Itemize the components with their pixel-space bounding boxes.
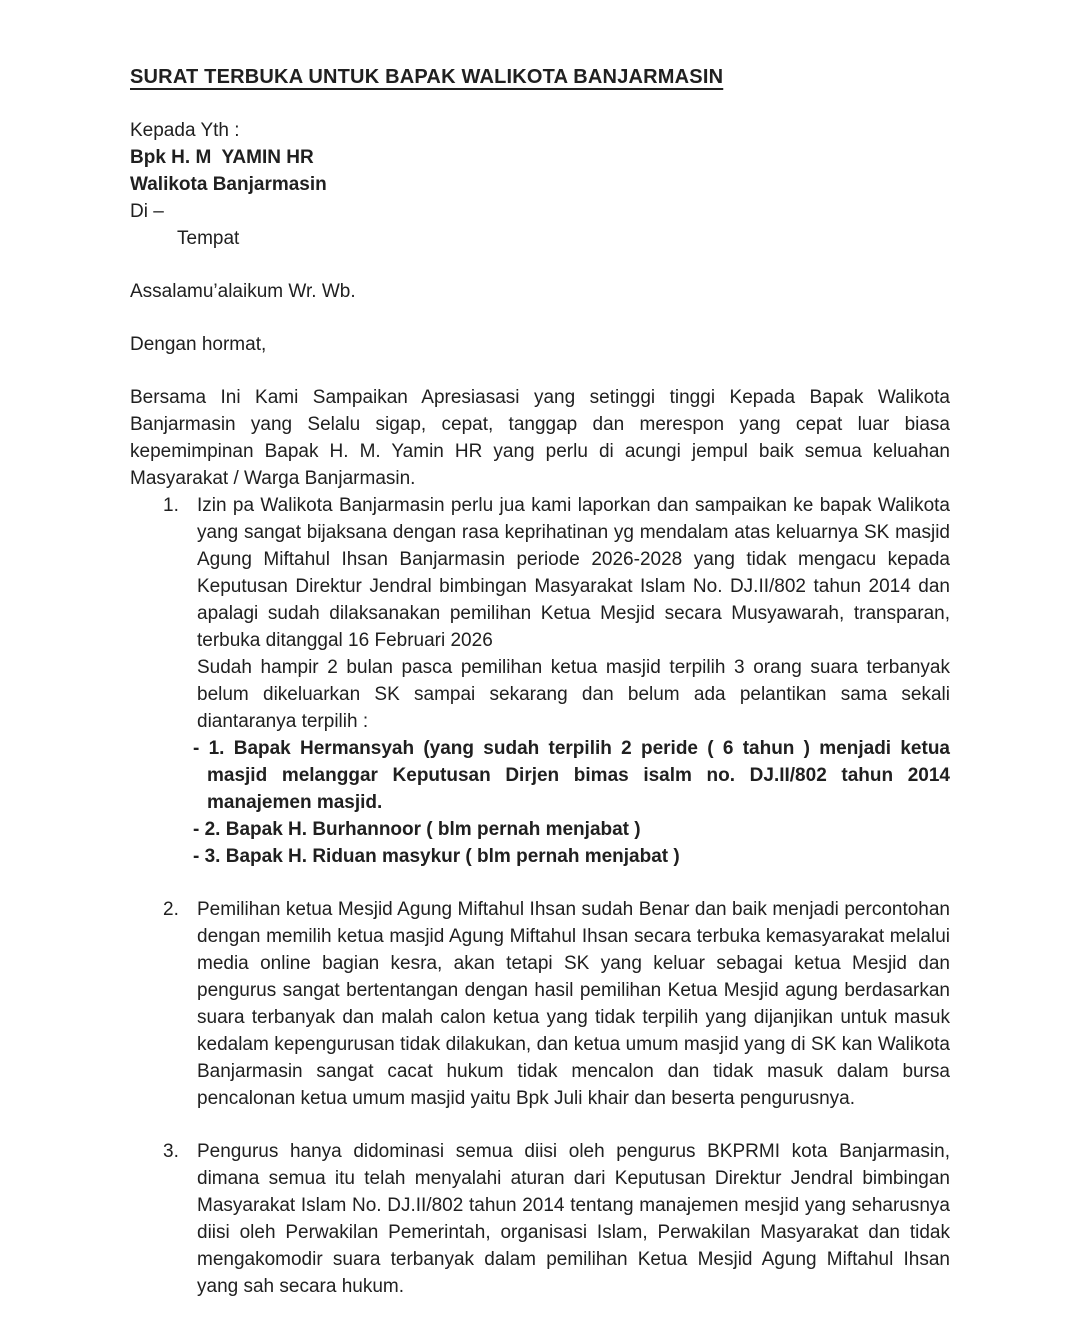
candidate-line-2: - 2. Bapak H. Burhannoor ( blm pernah menjabat ) [193,819,641,840]
recipient-position: Walikota Banjarmasin [130,174,327,195]
recipient-di-line: Di – [130,201,164,222]
candidate-line-3: - 3. Bapak H. Riduan masykur ( blm pernah menjabat ) [193,846,680,867]
islamic-greeting: Assalamu’alaikum Wr. Wb. [130,281,356,302]
recipient-block [130,117,950,252]
item-1-text: Izin pa Walikota Banjarmasin perlu jua kami laporkan dan sampaikan ke bapak Walikota yang sangat bijaksana dengan rasa keprihatinan yg mendalam atas keluarnya SK masjid Agung Miftahul Ihsan Banjarmasin periode 2026-2028 yang tidak mengacu kepada Keputusan Direktur Jendral bimbingan Masyarakat Islam No. DJ.II/802 tahun 2014 dan apalagi sudah dilaksanakan pemilihan Ketua Mesjid secara Musyawarah, transparan, terbuka ditanggal 16 Februari 2026 [197,495,950,651]
item-2-number: 2. [163,899,179,920]
letter-title: SURAT TERBUKA UNTUK BAPAK WALIKOTA BANJARMASIN [130,66,724,88]
numbered-item-2 [130,896,950,1112]
opening-paragraph: Bersama Ini Kami Sampaikan Apresiasasi yang setinggi tinggi Kepada Bapak Walikota Banjarmasin yang Selalu sigap, cepat, tanggap dan merespon yang cepat luar biasa kepemimpinan Bapak H. M. Yamin HR yang perlu di acungi jempul baik semua keluahan Masyarakat / Warga Banjarmasin. [130,387,950,489]
recipient-place: Tempat [177,228,240,249]
formal-greeting: Dengan hormat, [130,334,267,355]
recipient-salutation-line: Kepada Yth : [130,120,240,141]
item-2-text: Pemilihan ketua Mesjid Agung Miftahul Ihsan sudah Benar dan baik menjadi percontohan dengan memilih ketua masjid Agung Miftahul Ihsan secara terbuka kemasyarakat melalui media online bagian kesra, akan tetapi SK yang keluar sebagai ketua Mesjid dan pengurus sangat bertentangan dengan hasil pemilihan Ketua Mesjid agung berdasarkan suara terbanyak dan malah calon ketua yang tidak terpilih yang dijanjikan untuk masuk kedalam kepengurusan tidak dilakukan, dan ketua umum masjid yang di SK kan Walikota Banjarmasin sangat cacat hukum tidak mencalon dan tidak masuk dalam bursa pencalonan ketua umum masjid yaitu Bpk Juli khair dan beserta pengurusnya. [197,899,950,1109]
item-3-number: 3. [163,1141,179,1162]
numbered-item-1 [130,492,950,654]
candidate-line-1: - 1. Bapak Hermansyah (yang sudah terpilih 2 peride ( 6 tahun ) menjadi ketua masjid melanggar Keputusan Dirjen bimas isalm no. DJ.II/802 tahun 2014 manajemen masjid. [193,738,950,813]
item-1-number: 1. [163,495,179,516]
item-3-text: Pengurus hanya didominasi semua diisi oleh pengurus BKPRMI kota Banjarmasin, dimana semua itu telah menyalahi aturan dari Keputusan Direktur Jendral bimbingan Masyarakat Islam No. DJ.II/802 tahun 2014 tentang manajemen mesjid yang seharusnya diisi oleh Perwakilan Pemerintah, organisasi Islam, Perwakilan Masyarakat dan tidak mengakomodir suara terbanyak dalam pemilihan Ketua Mesjid Agung Miftahul Ihsan yang sah secara hukum. [197,1141,950,1297]
numbered-item-3 [130,1138,950,1300]
item-1-subparagraph: Sudah hampir 2 bulan pasca pemilihan ketua masjid terpilih 3 orang suara terbanyak belum dikeluarkan SK sampai sekarang dan belum ada pelantikan sama sekali diantaranya terpilih : [197,657,950,732]
recipient-name: Bpk H. M YAMIN HR [130,147,314,168]
